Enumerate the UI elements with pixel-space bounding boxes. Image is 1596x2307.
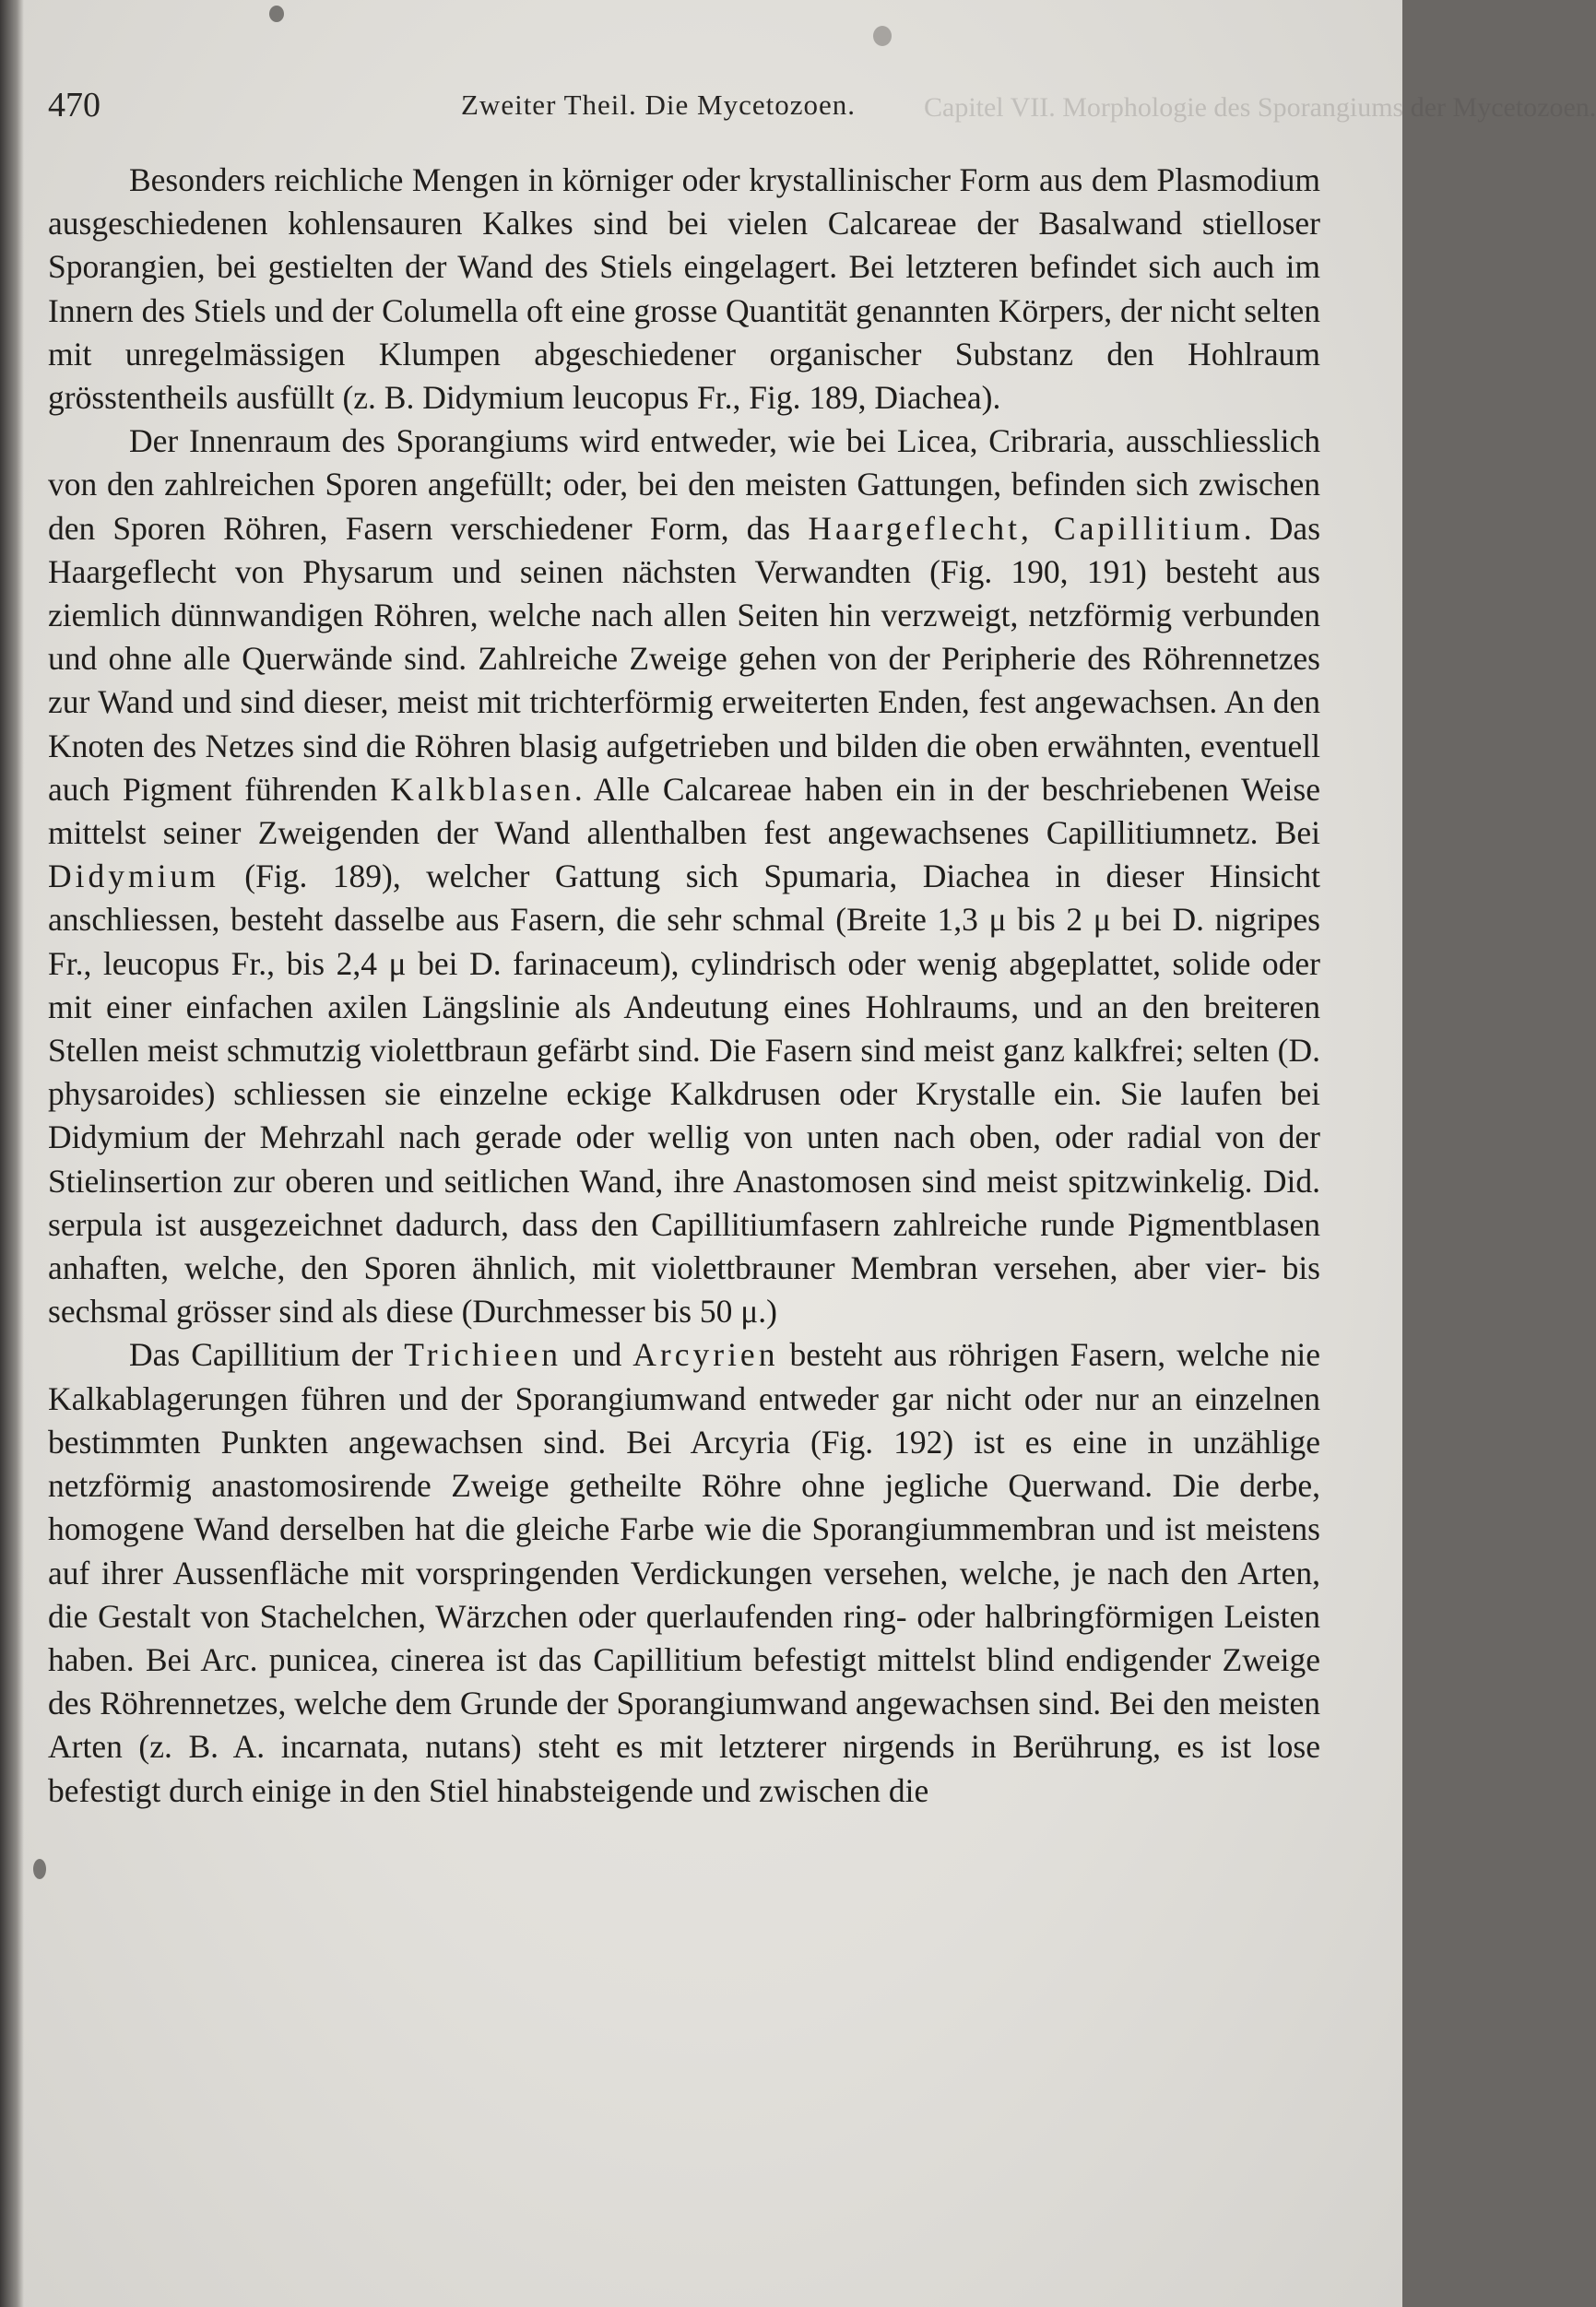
body-text [48, 159, 1320, 1813]
text-run: . Alle Calcareae haben ein in der beschriebenen Weise mittelst seiner Zweigenden der Wand allenthalben fest angewachsenes Capillitiumnetz. Bei [48, 770, 1320, 852]
page-number: 470 [48, 86, 100, 124]
text-run: und [562, 1336, 633, 1374]
running-head: Zweiter Theil. Die Mycetozoen. [461, 89, 856, 121]
ink-smudge [33, 1859, 46, 1879]
spaced-term: Trichieen [404, 1336, 562, 1374]
text-run: . Das Haargeflecht von Physarum und seinen nächsten Verwandten (Fig. 190, 191) besteht aus ziemlich dünnwandigen Röhren, welche nach allen Seiten hin verzweigt, netzförmig verbunden und ohne alle Querwände sind. Zahlreiche Zweige gehen von der Peripherie des Röhrennetzes zur Wand und sind dieser, meist mit trichterförmig erweiterten Enden, fest angewachsen. An den Knoten des Netzes sind die Röhren blasig aufgetrieben und bilden die oben erwähnten, eventuell auch Pigment führenden [48, 509, 1321, 808]
spaced-term: Kalkblasen [390, 770, 574, 808]
page-gutter-shadow [0, 0, 24, 2307]
ink-smudge [873, 26, 892, 46]
paragraph [48, 159, 1320, 420]
text-run: Besonders reichliche Mengen in körniger oder krystallinischer Form aus dem Plasmodium ausgeschiedenen kohlensauren Kalkes sind bei vielen Calcareae der Basalwand stielloser Sporangien, bei gestielten der Wand des Stiels eingelagert. Bei letzteren befindet sich auch im Innern des Stiels und der Columella oft eine grosse Quantität genannten Körpers, der nicht selten mit unregelmässigen Klumpen abgeschiedener organischer Substanz den Hohlraum grösstentheils ausfüllt (z. B. Didymium leucopus Fr., Fig. 189, Diachea). [48, 161, 1320, 417]
spaced-term: Didymium [48, 858, 219, 895]
paragraph [48, 420, 1320, 1333]
paragraph [48, 1333, 1320, 1812]
spaced-term: Arcyrien [632, 1336, 779, 1374]
spaced-term: Haargeflecht, Capillitium [808, 509, 1244, 547]
text-run: besteht aus röhrigen Fasern, welche nie Kalkablagerungen führen und der Sporangiumwand entweder gar nicht oder nur an einzelnen bestimmten Punkten angewachsen sind. Bei Arcyria (Fig. 192) ist es eine in unzählige netzförmig anastomosirende Zweige getheilte Röhre ohne jegliche Querwand. Die derbe, homogene Wand derselben hat die gleiche Farbe wie die Sporangiummembran und ist meistens auf ihrer Aussenfläche mit vorspringenden Verdickungen versehen, welche, je nach den Arten, die Gestalt von Stachelchen, Wärzchen oder querlaufenden ring- oder halbringförmigen Leisten haben. Bei Arc. punicea, cinerea ist das Capillitium befestigt mittelst blind endigender Zweige des Röhrennetzes, welche dem Grunde der Sporangiumwand angewachsen sind. Bei den meisten Arten (z. B. A. incarnata, nutans) steht es mit letzterer nirgends in Berührung, es ist lose befestigt durch einige in den Stiel hinabsteigende und zwischen die [48, 1336, 1320, 1809]
text-run: Der Innenraum des Sporangiums wird entweder, wie bei Licea, Cribraria, ausschliesslich von den zahlreichen Sporen angefüllt; oder, bei den meisten Gattungen, befinden sich zwischen den Sporen Röhren, Fasern verschiedener Form, das [48, 422, 1320, 547]
show-through-text: Capitel VII. Morphologie des Sporangiums der Mycetozoen. [924, 92, 1596, 123]
text-run: (Fig. 189), welcher Gattung sich Spumaria, Diachea in dieser Hinsicht anschliessen, besteht dasselbe aus Fasern, die sehr schmal (Breite 1,3 μ bis 2 μ bei D. nigripes Fr., leucopus Fr., bis 2,4 μ bei D. farinaceum), cylindrisch oder wenig abgeplattet, solide oder mit einer einfachen axilen Längslinie als Andeutung eines Hohlraums, und an den breiteren Stellen meist schmutzig violettbraun gefärbt sind. Die Fasern sind meist ganz kalkfrei; selten (D. physaroides) schliessen sie einzelne eckige Kalkdrusen oder Krystalle ein. Sie laufen bei Didymium der Mehrzahl nach gerade oder wellig von unten nach oben, oder radial von der Stielinsertion zur oberen und seitlichen Wand, ihre Anastomosen sind meist spitzwinkelig. Did. serpula ist ausgezeichnet dadurch, dass den Capillitiumfasern zahlreiche runde Pigmentblasen anhaften, welche, den Sporen ähnlich, mit violettbrauner Membran versehen, aber vier- bis sechsmal grösser sind als diese (Durchmesser bis 50 μ.) [48, 858, 1320, 1331]
page-header [48, 85, 1596, 140]
ink-smudge [269, 6, 284, 22]
text-run: Das Capillitium der [129, 1336, 405, 1374]
